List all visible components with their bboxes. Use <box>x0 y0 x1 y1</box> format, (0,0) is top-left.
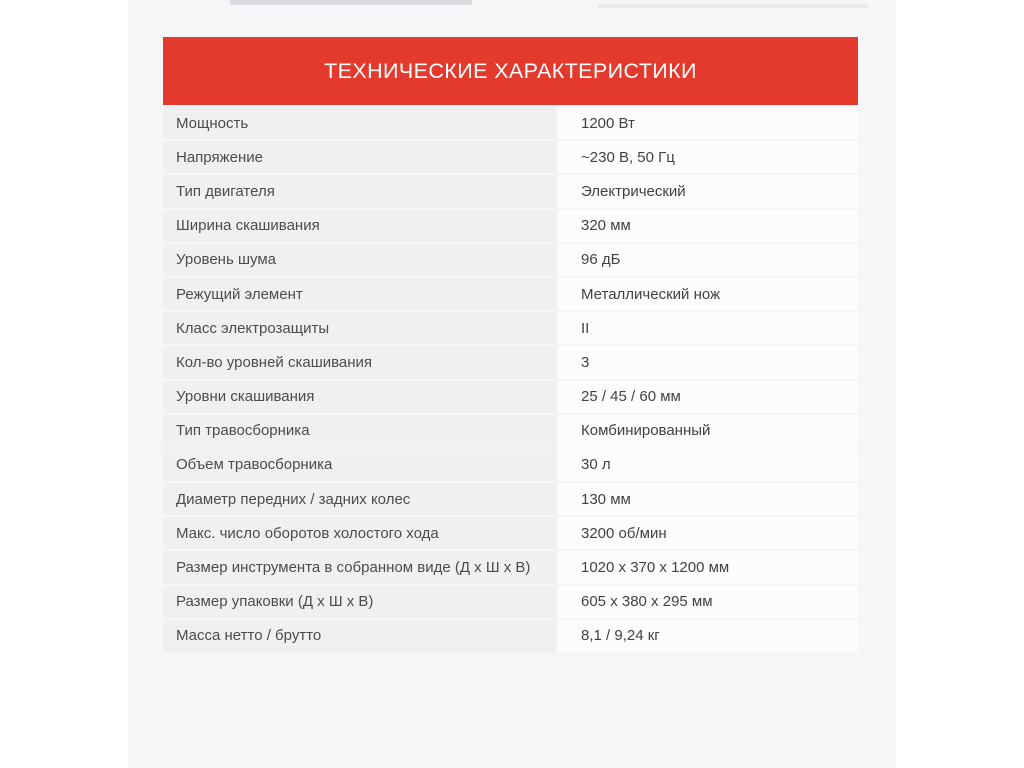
table-row <box>163 175 858 207</box>
table-row <box>163 381 858 413</box>
cropped-content-remnant <box>598 4 868 8</box>
product-spec-image <box>128 0 896 768</box>
spec-value: 8,1 / 9,24 кг <box>558 620 858 652</box>
spec-label: Мощность <box>163 107 556 139</box>
spec-label: Режущий элемент <box>163 278 556 310</box>
spec-table <box>163 107 858 652</box>
table-row <box>163 586 858 618</box>
table-row <box>163 517 858 549</box>
spec-label: Тип травосборника <box>163 415 556 447</box>
spec-value: 130 мм <box>558 483 858 515</box>
table-row <box>163 346 858 378</box>
spec-label: Масса нетто / брутто <box>163 620 556 652</box>
spec-label: Класс электрозащиты <box>163 312 556 344</box>
spec-value: 96 дБ <box>558 244 858 276</box>
spec-label: Уровни скашивания <box>163 381 556 413</box>
spec-label: Напряжение <box>163 141 556 173</box>
spec-card <box>163 37 858 652</box>
table-row <box>163 415 858 447</box>
table-row <box>163 483 858 515</box>
spec-label: Макс. число оборотов холостого хода <box>163 517 556 549</box>
spec-label: Кол-во уровней скашивания <box>163 346 556 378</box>
table-row <box>163 551 858 583</box>
spec-value: 1020 х 370 х 1200 мм <box>558 551 858 583</box>
table-row <box>163 107 858 139</box>
table-row <box>163 312 858 344</box>
spec-label: Уровень шума <box>163 244 556 276</box>
spec-value: Металлический нож <box>558 278 858 310</box>
spec-value: 605 х 380 х 295 мм <box>558 586 858 618</box>
spec-label: Тип двигателя <box>163 175 556 207</box>
spec-value: Электрический <box>558 175 858 207</box>
spec-label: Размер упаковки (Д х Ш х В) <box>163 586 556 618</box>
table-row <box>163 141 858 173</box>
table-row <box>163 210 858 242</box>
spec-label: Ширина скашивания <box>163 210 556 242</box>
spec-value: 3200 об/мин <box>558 517 858 549</box>
cropped-content-remnant <box>230 0 472 5</box>
table-row <box>163 620 858 652</box>
table-row <box>163 244 858 276</box>
table-row <box>163 449 858 481</box>
spec-value: 3 <box>558 346 858 378</box>
spec-label: Диаметр передних / задних колес <box>163 483 556 515</box>
spec-value: Комбинированный <box>558 415 858 447</box>
spec-value: 320 мм <box>558 210 858 242</box>
spec-value: 30 л <box>558 449 858 481</box>
spec-value: ~230 В, 50 Гц <box>558 141 858 173</box>
spec-value: 25 / 45 / 60 мм <box>558 381 858 413</box>
spec-value: 1200 Вт <box>558 107 858 139</box>
spec-label: Размер инструмента в собранном виде (Д х Ш х В) <box>163 551 556 583</box>
page-title: ТЕХНИЧЕСКИЕ ХАРАКТЕРИСТИКИ <box>324 58 697 83</box>
table-row <box>163 278 858 310</box>
spec-header <box>163 37 858 105</box>
spec-value: II <box>558 312 858 344</box>
spec-label: Объем травосборника <box>163 449 556 481</box>
